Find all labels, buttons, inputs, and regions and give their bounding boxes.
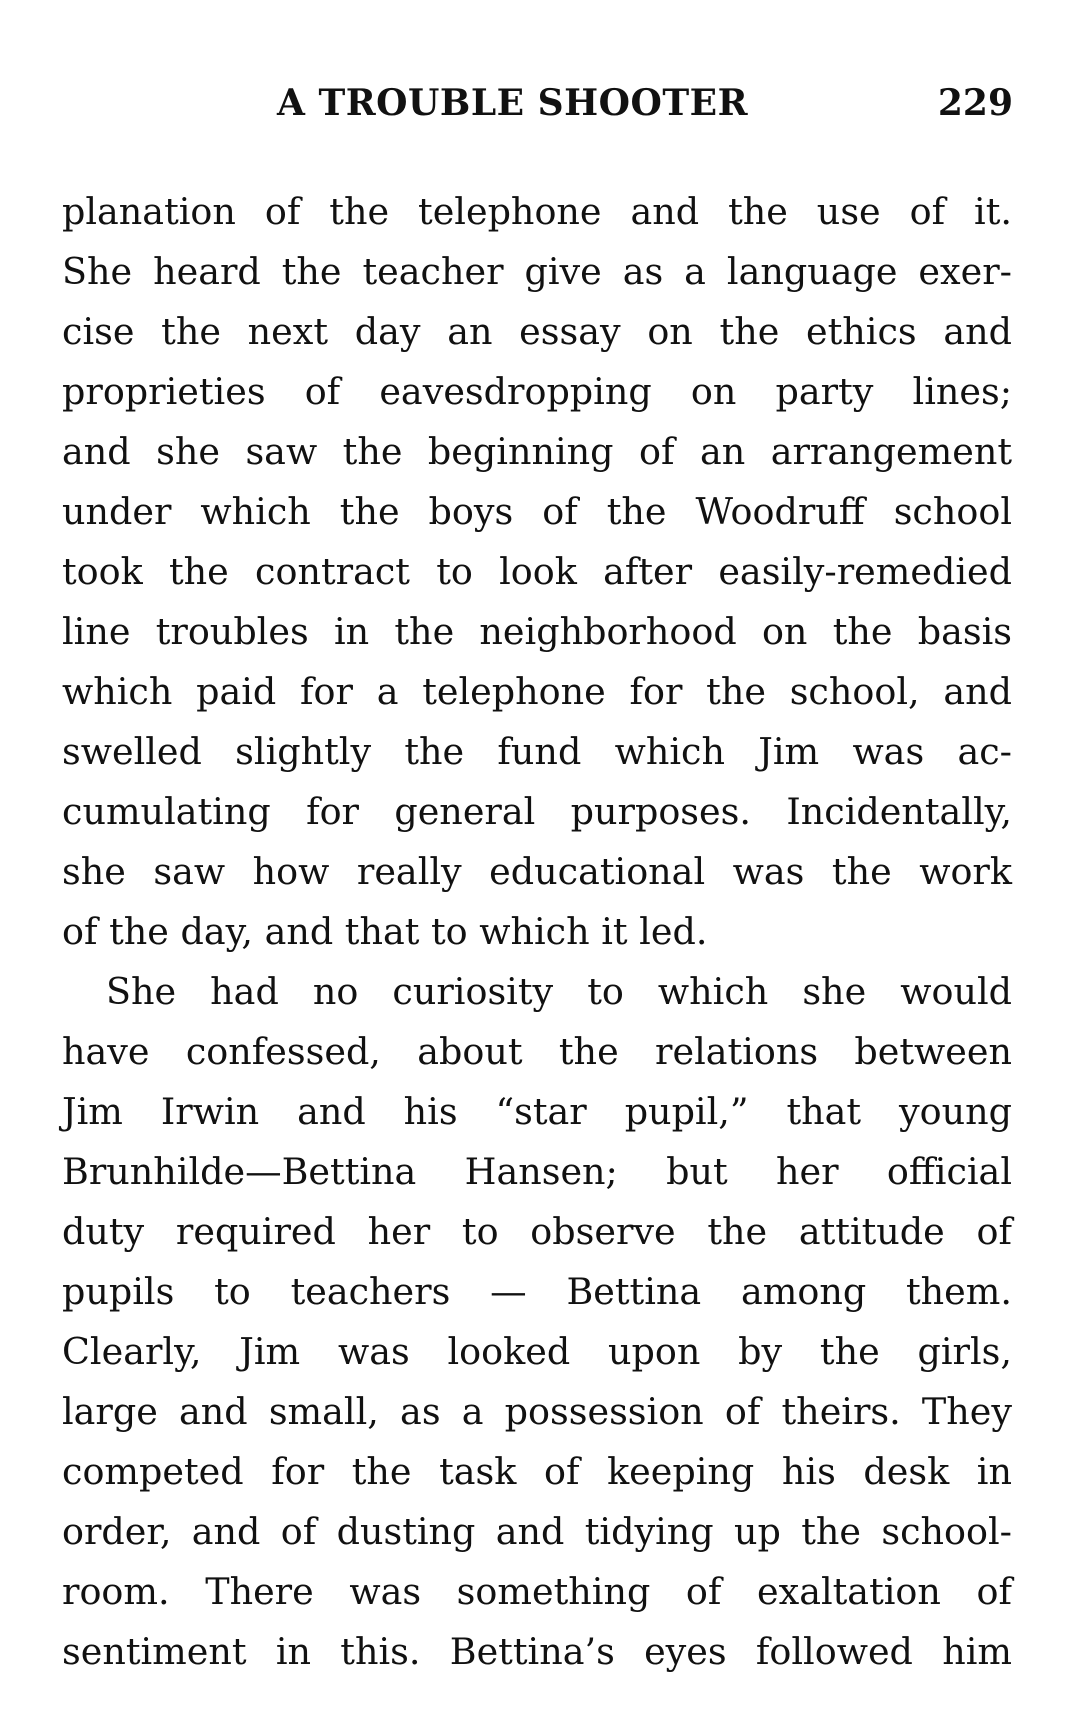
text-line: and she saw the beginning of an arrangement	[62, 430, 1012, 473]
text-line: under which the boys of the Woodruff school	[62, 490, 1012, 533]
text-line: proprieties of eavesdropping on party lines;	[62, 370, 1012, 413]
text-line: cise the next day an essay on the ethics and	[62, 310, 1012, 353]
text-line: swelled slightly the fund which Jim was ac-	[62, 730, 1012, 773]
text-line: order, and of dusting and tidying up the school-	[62, 1510, 1012, 1553]
text-line: line troubles in the neighborhood on the basis	[62, 610, 1012, 653]
text-line: took the contract to look after easily-remedied	[62, 550, 1012, 593]
page-number: 229	[937, 82, 1013, 124]
paragraph-1	[62, 182, 1012, 962]
text-line: She had no curiosity to which she would	[106, 970, 1012, 1013]
text-line: cumulating for general purposes. Incidentally,	[62, 790, 1012, 833]
text-line: She heard the teacher give as a language exer-	[62, 250, 1012, 293]
running-title: A TROUBLE SHOOTER	[277, 82, 749, 124]
text-line: which paid for a telephone for the school, and	[62, 670, 1012, 713]
text-line: pupils to teachers — Bettina among them.	[62, 1270, 1012, 1313]
text-line: of the day, and that to which it led.	[62, 910, 708, 953]
text-line: competed for the task of keeping his desk in	[62, 1450, 1012, 1493]
text-line: Jim Irwin and his “star pupil,” that young	[62, 1090, 1012, 1133]
text-line: Brunhilde—Bettina Hansen; but her official	[62, 1150, 1012, 1193]
text-line: she saw how really educational was the work	[62, 850, 1012, 893]
text-line: large and small, as a possession of theirs. They	[62, 1390, 1012, 1433]
text-line: room. There was something of exaltation of	[62, 1570, 1012, 1613]
text-line: sentiment in this. Bettina’s eyes followed him	[62, 1630, 1012, 1673]
body-text	[62, 182, 1012, 1682]
paragraph-2	[62, 962, 1012, 1682]
text-line: planation of the telephone and the use of it.	[62, 190, 1012, 233]
text-line: duty required her to observe the attitude of	[62, 1210, 1012, 1253]
text-line: have confessed, about the relations between	[62, 1030, 1012, 1073]
page-header	[0, 78, 1071, 128]
text-line: Clearly, Jim was looked upon by the girls,	[62, 1330, 1012, 1373]
